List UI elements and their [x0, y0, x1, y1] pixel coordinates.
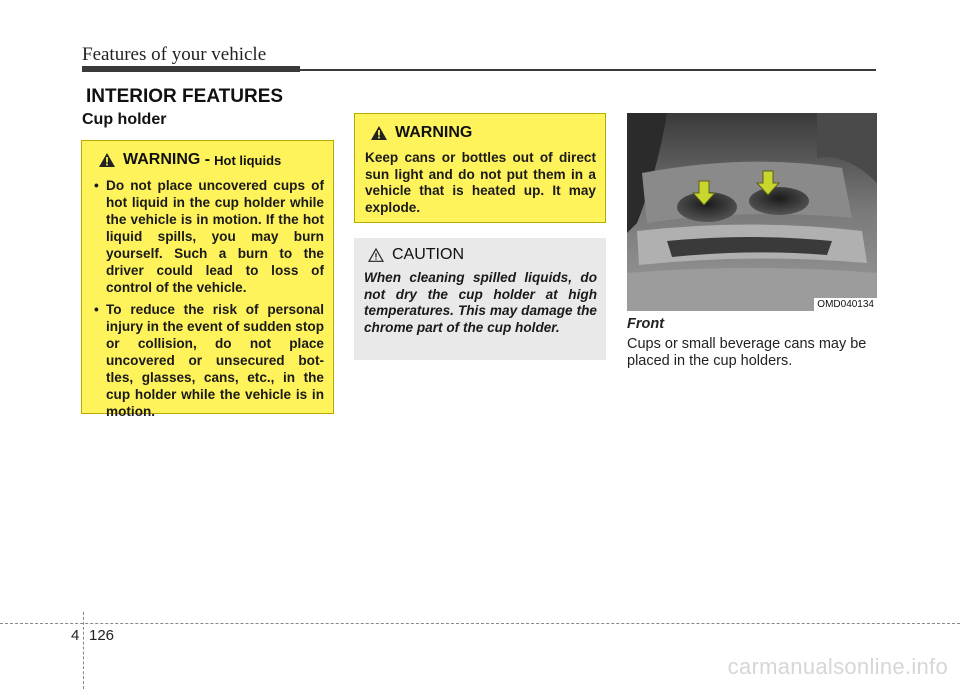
- warning-hot-liquids-heading: [99, 151, 324, 169]
- caution-heading: [368, 246, 597, 264]
- front-text: Cups or small beverage cans may be placed in the cup holders.: [627, 336, 867, 369]
- chapter-number: 4: [71, 627, 80, 644]
- warning-hot-liquids-box: [81, 140, 334, 419]
- warning-hot-liquids-list: [91, 177, 324, 420]
- warning-label: WARNING: [395, 124, 473, 141]
- warning-sunlight-text: Keep cans or bottles out of direct sun light and do not put them in a vehicle that is heated up. It may explode.: [365, 150, 596, 215]
- page-number: 126: [89, 627, 115, 644]
- header-rule-thin: [300, 69, 876, 71]
- section-title: INTERIOR FEATURES: [86, 86, 284, 107]
- watermark: carmanualsonline.info: [727, 654, 948, 679]
- cup-holder-illustration: [627, 113, 877, 311]
- warning-triangle-icon: [371, 126, 387, 140]
- list-item: • To reduce the risk of personal injury in the event of sudden stop or collision, do not place uncovered or unsecured bot- tles, glasses, cans, etc., in the cup holder while the vehicle is in motion.: [91, 301, 324, 420]
- caution-box: [354, 238, 606, 360]
- warning-sunlight-heading: [371, 124, 596, 142]
- caution-label: CAUTION: [392, 246, 464, 263]
- caution-triangle-icon: [368, 248, 384, 262]
- footer-dashed-rule: [0, 623, 960, 624]
- footer-dashed-divider: [83, 612, 84, 689]
- warning-triangle-icon: [99, 153, 115, 167]
- warning-sunlight-box: [354, 113, 606, 223]
- warning-sublabel: Hot liquids: [214, 152, 282, 168]
- list-item: • Do not place uncovered cups of hot liquid in the cup holder while the vehicle is in motion. If the hot liquid spills, you may burn yourself. Such a burn to the driver could lead to loss of control of the vehicle.: [91, 177, 324, 296]
- front-label: Front: [627, 316, 665, 332]
- cup-holder-photo: [627, 113, 877, 311]
- figure-id: OMD040134: [814, 298, 877, 311]
- header-title: Features of your vehicle: [82, 44, 267, 65]
- header-rule-thick: [82, 66, 300, 72]
- warning-label: WARNING -: [123, 151, 211, 168]
- subsection-title: Cup holder: [82, 111, 167, 128]
- caution-text: When cleaning spilled liquids, do not dry the cup holder at high temperatures. This may damage the chrome part of the cup holder.: [364, 270, 597, 335]
